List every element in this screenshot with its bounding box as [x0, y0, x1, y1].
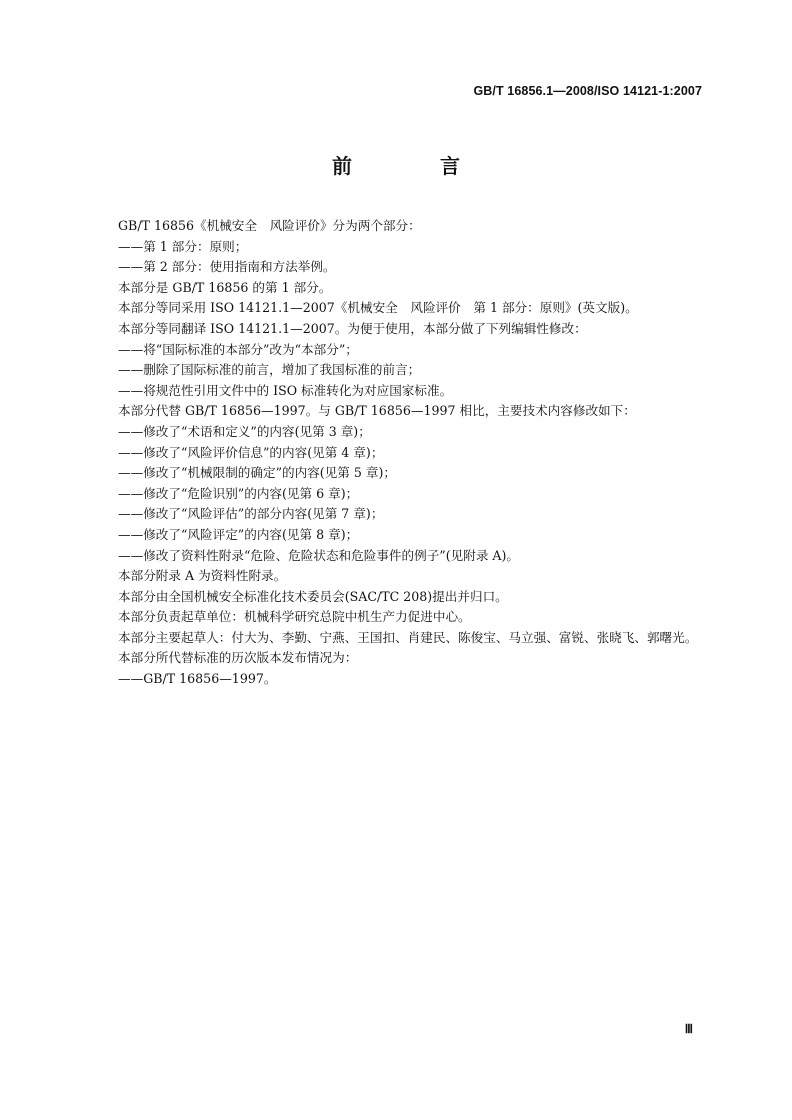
- paragraph-line: 本部分负责起草单位：机械科学研究总院中机生产力促进中心。: [118, 609, 471, 625]
- list-item: ——将“国际标准的本部分”改为“本部分”；: [118, 341, 358, 357]
- list-item: ——修改了“术语和定义”的内容(见第 3 章)；: [118, 423, 371, 439]
- page-number: Ⅲ: [684, 1022, 693, 1036]
- list-item: ——修改了“风险评定”的内容(见第 8 章)；: [118, 526, 359, 542]
- list-item: ——第 2 部分：使用指南和方法举例。: [118, 259, 336, 275]
- page-title: 前 言: [332, 154, 494, 178]
- paragraph-line: GB/T 16856《机械安全 风险评价》分为两个部分：: [118, 218, 421, 233]
- list-item: ——修改了“危险识别”的内容(见第 6 章)；: [118, 485, 359, 501]
- list-item: ——GB/T 16856—1997。: [118, 671, 277, 687]
- list-item: ——修改了资料性附录“危险、危险状态和危险事件的例子”(见附录 A)。: [118, 547, 520, 563]
- paragraph-line: 本部分主要起草人：付大为、李勤、宁燕、王国扣、肖建民、陈俊宝、马立强、富锐、张晓飞、郭曙光。: [118, 629, 698, 645]
- paragraph-line: 本部分代替 GB/T 16856—1997。与 GB/T 16856—1997 相比，主要技术内容修改如下：: [118, 403, 636, 419]
- paragraph-line: 本部分等同翻译 ISO 14121.1—2007。为便于使用，本部分做了下列编辑性修改：: [118, 320, 587, 336]
- paragraph-line: 本部分等同采用 ISO 14121.1—2007《机械安全 风险评价 第 1 部分：原则》(英文版)。: [118, 300, 638, 316]
- paragraph-line: 本部分所代替标准的历次版本发布情况为：: [118, 650, 358, 666]
- paragraph-line: 本部分由全国机械安全标准化技术委员会(SAC/TC 208)提出并归口。: [118, 588, 508, 604]
- list-item: ——将规范性引用文件中的 ISO 标准转化为对应国家标准。: [118, 382, 453, 398]
- list-item: ——删除了国际标准的前言，增加了我国标准的前言；: [118, 362, 421, 378]
- paragraph-line: 本部分是 GB/T 16856 的第 1 部分。: [118, 279, 332, 295]
- list-item: ——修改了“风险评价信息”的内容(见第 4 章)；: [118, 444, 384, 460]
- paragraph-line: 本部分附录 A 为资料性附录。: [118, 568, 287, 584]
- list-item: ——修改了“风险评估”的部分内容(见第 7 章)；: [118, 506, 384, 522]
- list-item: ——第 1 部分：原则；: [118, 238, 248, 254]
- list-item: ——修改了“机械限制的确定”的内容(见第 5 章)；: [118, 465, 397, 481]
- standard-number-header: GB/T 16856.1—2008/ISO 14121-1:2007: [473, 84, 702, 98]
- foreword-body: [118, 216, 718, 690]
